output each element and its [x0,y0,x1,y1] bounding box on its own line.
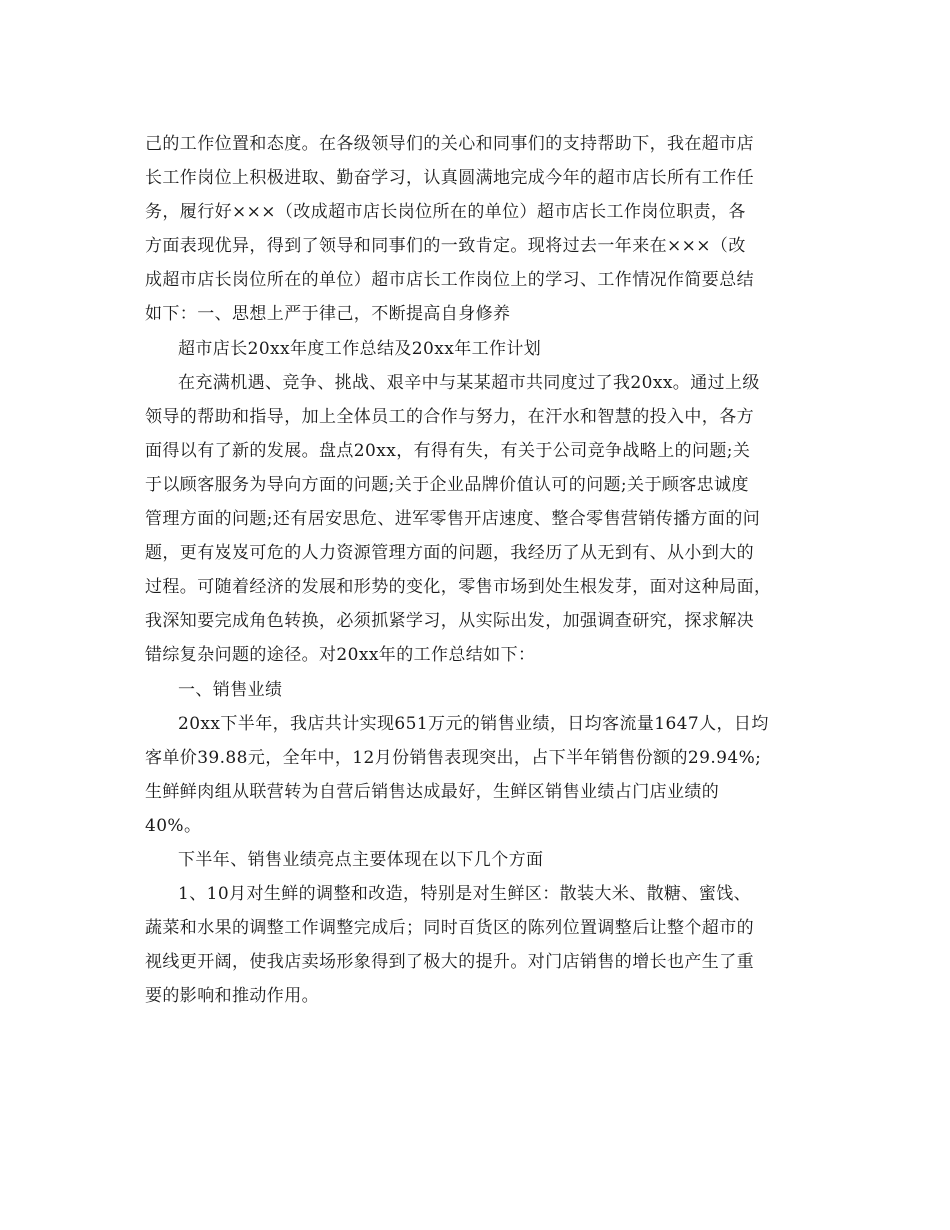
text-line: 蔬菜和水果的调整工作调整完成后；同时百货区的陈列位置调整后让整个超市的 [145,918,754,939]
text-line: 题，更有岌岌可危的人力资源管理方面的问题，我经历了从无到有、从小到大的 [145,543,754,564]
text-line: 1、10月对生鲜的调整和改造，特别是对生鲜区：散装大米、散糖、蜜饯、 [178,884,752,905]
text-line: 成超市店长岗位所在的单位）超市店长工作岗位上的学习、工作情况作简要总结 [145,270,754,291]
text-line: 于以顾客服务为导向方面的问题;关于企业品牌价值认可的问题;关于顾客忠诚度 [145,474,749,495]
text-line: 过程。可随着经济的发展和形势的变化，零售市场到处生根发芽，面对这种局面， [145,577,772,598]
text-line: 如下：一、思想上严于律己，不断提高自身修养 [145,304,511,325]
text-line: 方面表现优异，得到了领导和同事们的一致肯定。现将过去一年来在×××（改 [145,236,746,257]
text-line: 己的工作位置和态度。在各级领导们的关心和同事们的支持帮助下，我在超市店 [145,134,754,154]
text-line: 视线更开阔，使我店卖场形象得到了极大的提升。对门店销售的增长也产生了重 [145,952,754,973]
text-line: 在充满机遇、竞争、挑战、艰辛中与某某超市共同度过了我20xx。通过上级 [178,372,760,393]
text-line: 下半年、销售业绩亮点主要体现在以下几个方面 [178,849,544,870]
text-line: 超市店长20xx年度工作总结及20xx年工作计划 [178,338,542,359]
text-line: 领导的帮助和指导，加上全体员工的合作与努力，在汗水和智慧的投入中，各方 [145,406,754,427]
text-line: 错综复杂问题的途径。对20xx年的工作总结如下： [145,645,536,666]
text-line: 面得以有了新的发展。盘点20xx，有得有失，有关于公司竞争战略上的问题;关 [145,440,751,461]
document-body [145,127,810,1013]
text-line: 20xx下半年，我店共计实现651万元的销售业绩，日均客流量1647人，日均 [178,713,769,734]
text-line: 40%。 [145,815,202,836]
text-line: 管理方面的问题;还有居安思危、进军零售开店速度、整合零售营销传播方面的问 [145,509,761,530]
text-line: 要的影响和推动作用。 [145,986,319,1007]
text-line: 客单价39.88元，全年中，12月份销售表现突出，占下半年销售份额的29.94%; [145,747,762,768]
text-line: 一、销售业绩 [178,679,283,700]
text-line: 长工作岗位上积极进取、勤奋学习，认真圆满地完成今年的超市店长所有工作任 [145,168,754,189]
text-line: 我深知要完成角色转换，必须抓紧学习，从实际出发，加强调查研究，探求解决 [145,611,754,632]
text-line: 生鲜鲜肉组从联营转为自营后销售达成最好，生鲜区销售业绩占门店业绩的 [145,781,720,802]
text-line: 务，履行好×××（改成超市店长岗位所在的单位）超市店长工作岗位职责，各 [145,202,746,223]
